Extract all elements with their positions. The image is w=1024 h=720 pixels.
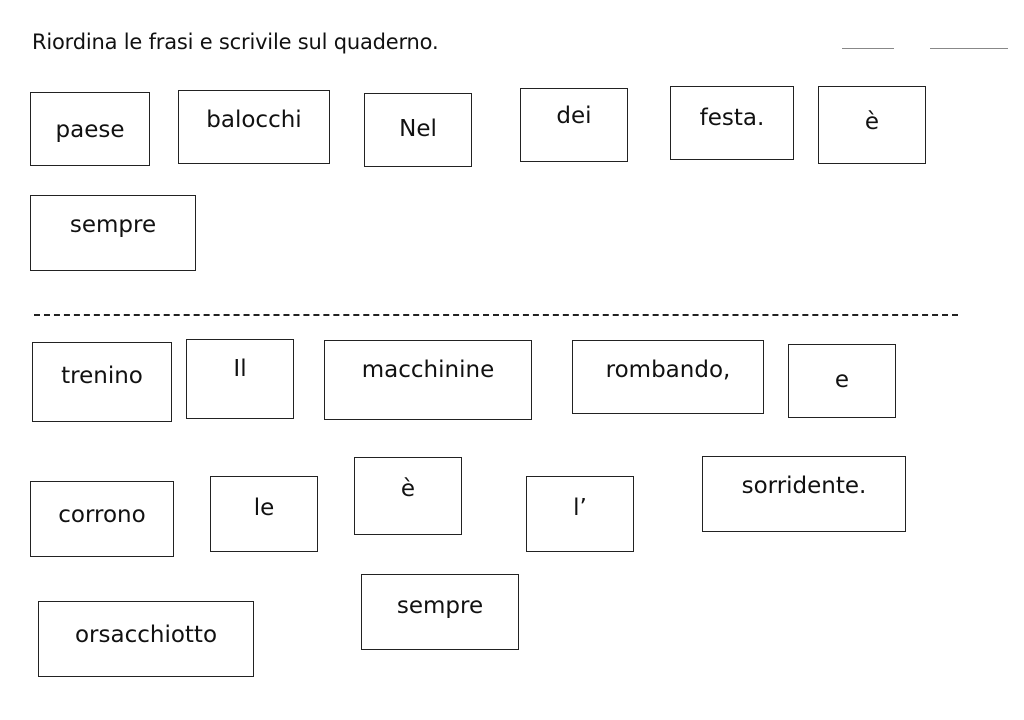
- word-card-label: rombando,: [605, 357, 731, 383]
- word-card-label: trenino: [61, 363, 143, 389]
- word-card[interactable]: [526, 476, 634, 552]
- word-card[interactable]: [30, 195, 196, 271]
- word-card[interactable]: [670, 86, 794, 160]
- word-card[interactable]: [30, 481, 174, 557]
- word-card-label: balocchi: [206, 107, 302, 133]
- word-card[interactable]: [520, 88, 628, 162]
- word-card[interactable]: [572, 340, 764, 414]
- word-card-label: è: [400, 476, 416, 502]
- word-card[interactable]: [364, 93, 472, 167]
- word-card-label: le: [253, 495, 275, 521]
- word-card-label: dei: [556, 103, 592, 129]
- word-card[interactable]: [818, 86, 926, 164]
- word-card-label: l’: [573, 495, 587, 521]
- word-card-label: Il: [233, 356, 247, 382]
- word-card-label: è: [864, 109, 880, 135]
- word-card-label: sorridente.: [741, 473, 867, 499]
- answer-line: [930, 48, 1008, 49]
- word-card[interactable]: [30, 92, 150, 166]
- word-card[interactable]: [32, 342, 172, 422]
- word-card-label: paese: [55, 117, 125, 143]
- word-card[interactable]: [702, 456, 906, 532]
- word-card[interactable]: [788, 344, 896, 418]
- word-card-label: Nel: [399, 116, 437, 142]
- word-card-label: festa.: [699, 105, 765, 131]
- instruction-text: Riordina le frasi e scrivile sul quaderno.: [32, 30, 439, 54]
- word-card[interactable]: [178, 90, 330, 164]
- word-card-label: e: [834, 367, 850, 393]
- word-card[interactable]: [210, 476, 318, 552]
- word-card-label: sempre: [69, 212, 157, 238]
- word-card[interactable]: [38, 601, 254, 677]
- dashed-divider: [34, 314, 958, 316]
- word-card[interactable]: [324, 340, 532, 420]
- word-card-label: corrono: [58, 502, 146, 528]
- word-card[interactable]: [186, 339, 294, 419]
- word-card-label: sempre: [396, 593, 484, 619]
- word-card[interactable]: [354, 457, 462, 535]
- word-card-label: macchinine: [361, 357, 495, 383]
- word-card[interactable]: [361, 574, 519, 650]
- answer-line: [842, 48, 894, 49]
- word-card-label: orsacchiotto: [74, 622, 218, 648]
